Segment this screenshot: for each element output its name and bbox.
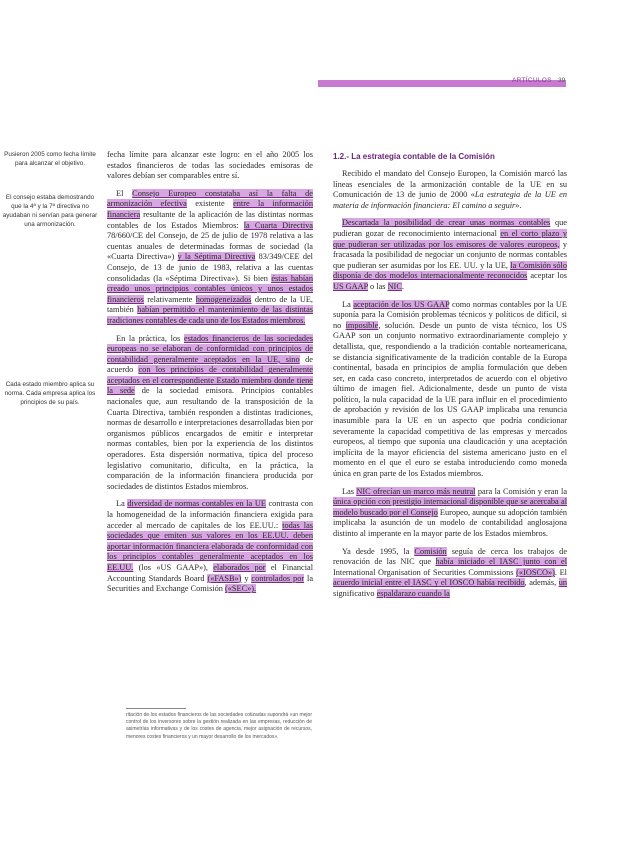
left-body-column [107,150,313,602]
highlighted-text: homogeneizados [195,294,252,304]
highlighted-text: con los principios de contabilidad generalmente aceptados en el correspondiente Estado miembro donde tiene la sede [107,365,313,396]
section-heading: 1.2.- La estrategia contable de la Comisión [333,152,495,161]
text-run: aceptar los [527,271,567,281]
highlighted-text: estados financieros de las sociedades europeas no se elaboran de conformidad con principios de contabilidad generalmente aceptados en la UE, sino [107,333,313,364]
footnote-divider [126,708,186,709]
page-number: 39 [558,77,566,84]
text-run: . El [554,567,567,577]
text-run: International Organisation of Securities Commissions [333,567,517,577]
text-run: La estrategia de la UE en materia de información financiera: El camino a seguir [333,190,568,210]
text-run: contrasta con la homogeneidad de la información financiera exigida para acceder al mercado de capitales de los EE.UU.: [107,499,313,530]
margin-note-3: Cada estado miembro aplica su norma. Cada empresa aplica los principios de su país. [4,381,96,406]
text-run: resultante de la aplicación de las distintas normas contables de los Estados Miembros: [107,209,313,230]
text-run: fecha límite para alcanzar este logro: en el año 2005 los estados financieros de todas las sociedades emisoras de valores debían ser comparables entre sí. [107,150,313,181]
highlighted-text: la Comisión sólo disponía de dos modelos internacionalmente reconocidos [333,260,567,281]
highlighted-text: todas las sociedades que emiten sus valores en los EE.UU. deben aportar información financiera elaborada de conformidad con los principios contables generalmente aceptados en los EE.UU. [107,520,313,572]
text-run: de acuerdo [107,354,313,375]
text-run: ». [515,200,522,210]
highlighted-text: imposible [345,320,379,330]
paragraph [107,334,313,493]
highlighted-text: espaldarazo cuando la [376,588,450,598]
highlighted-text: («SEC»). [224,584,257,594]
text-run: y fracasada la posibilidad de negociar un conjunto de normas contables que pudieran ser asumidas por los EE. UU. y la UE, [333,239,567,270]
margin-note-1: Pusieron 2005 como fecha límite para alcanzar el objetivo. [4,151,96,167]
paragraph [107,499,313,594]
highlighted-text: entre la información financiera [107,199,313,219]
text-run: como normas contables por la UE suponía para la Comisión problemas técnicos y políticos de difícil, si no [333,299,567,330]
section-header-label: ARTÍCULOS [512,77,552,84]
text-run: dentro de la UE, también [107,294,313,315]
text-run: y [241,573,252,583]
highlighted-text: NIC [387,281,402,291]
text-run: la Securities and Exchange Comisión [107,573,314,594]
highlighted-text: éstas habían creado unos principios contables únicos y unos estados financieros [107,273,313,304]
highlighted-text: habían permitido el mantenimiento de las distintas tradiciones contables de cada uno de los Estados miembros. [107,305,313,325]
text-run: que pudieran gozar de reconocimiento internacional [333,218,567,238]
paragraph [107,189,313,327]
highlighted-text: («IOSCO») [516,567,555,577]
paragraph [333,487,567,540]
text-run: significativo [333,588,377,598]
highlighted-text: única opción con prestigio internacional disponible que se acercaba al modelo buscado por el Consejo [333,497,567,517]
highlighted-text: Descartada la posibilidad de crear unas normas contables [342,218,551,228]
text-run: Ya desde 1995, la [342,546,415,556]
text-run: relativamente [143,294,196,304]
highlighted-text: la Cuarta Directiva [243,220,313,230]
text-run: seguía de cerca los trabajos de renovación de las NIC que [333,546,567,567]
text-run: , además, [524,578,559,588]
text-run: el Financial Accounting Standards Board [107,562,313,583]
highlighted-text: y la Séptima Directiva [177,252,256,262]
text-run: 78/660/CE del Consejo, de 25 de julio de 1978 relativa a las cuentas anuales de determinadas formas de sociedad (la «Cuarta Directiva») [107,231,313,262]
text-run: existente [186,199,234,209]
text-run: Europeo, aunque su adopción también implicaba la asunción de un modelo de contabilidad anglosajona distinto al imperante en la mayor parte de los Estados miembros. [333,507,567,538]
text-run: En la práctica, los [116,333,184,343]
paragraph [333,300,567,480]
text-run: 83/349/CEE del Consejo, de 13 de junio de 1983, relativa a las cuentas consolidadas (la «Séptima Directiva»). Si bien [107,252,313,283]
highlighted-text: Consejo Europeo constataba así la falta de armonización efectiva [107,188,313,209]
highlighted-text: US GAAP [333,281,368,291]
highlighted-text: un [558,578,567,588]
highlighted-text: diversidad de normas contables en la UE [127,499,266,509]
right-body-column [333,169,567,607]
text-run: (los «US GAAP»), [133,562,214,572]
text-run: para la Comisión y eran la [475,486,567,496]
highlighted-text: había iniciado el IASC junto con el [435,557,567,567]
text-run: . [401,281,404,291]
text-run: La [342,299,354,309]
text-run: o las [367,281,388,291]
text-run: Las [342,486,357,496]
highlighted-text: («FASB») [207,573,242,583]
paragraph [107,150,313,182]
text-run: Recibido el mandato del Consejo Europeo, la Comisión marcó las líneas esenciales de la armonización contable de la UE en su Comunicación de 13 de junio de 2000 « [333,169,567,200]
paragraph [333,547,567,600]
highlighted-text: aceptación de los US GAAP [353,299,450,309]
text-run: de la sociedad emisora. Principios contables nacionales que, aun resultando de la transposición de la Cuarta Directiva, también responden a distintas tradiciones, normas de desarrollo e interpretaciones desarrolladas bien por organismos públicos encargados de emitir e interpretar normas contables, bien por la experiencia de los distintos operadores. Esta dispersión normativa, típica del proceso legislativo comunitario, dificulta, en la práctica, la comparación de la información financiera producida por sociedades de distintos Estados miembros. [107,386,313,491]
highlighted-text: controlados por [251,573,305,583]
margin-note-2: El consejo estaba demostrando que la 4ª y la 7ª directiva no ayudaban ni servían para generar una armonización. [2,194,98,228]
text-run: , solución. Desde un punto de vista técnico, los US GAAP son un conjunto normativo extraordinariamente complejo y detallista, que, respondiendo a la tradición contable norteamericana, se distancia significativamente de la tradición contable de la Europa continental, basada en principios de amplia formulación que deben ser, en cada caso concreto, interpretados de acuerdo con el objetivo último de imagen fiel. Adicionalmente, desde un punto de vista político, la nula capacidad de la UE para influir en el procedimiento de aprobación y revisión de los US GAAP implicaba una renuncia inasumible para la UE en un aspecto que podría condicionar severamente la capacidad competitiva de las empresas y mercados europeos, al tiempo que suponía una claudicación y una aceptación implícita de la mayor eficiencia del sistema americano justo en el momento en el que el euro se estaba introduciendo como moneda única en gran parte de los Estados miembros. [333,320,567,479]
text-run: El [116,188,133,198]
footnote-text: ritación de los estados financieros de las sociedades cotizadas supondrá «un mejor control de los inversores sobre la gestión realizada en las empresas, reducción de asimetrías informativas y de los costes de agencia, mejor asignación de recursos, menores costes financieros y un mayor desarrollo de los mercados». [126,712,312,740]
highlighted-text: Comisión [414,546,447,556]
highlighted-text: elaborados por [213,562,266,572]
highlighted-text: en el corto plazo y que pudieran ser utilizadas por los emisores de valores europeos, [333,228,567,249]
highlighted-text: acuerdo inicial entre el IASC y el IOSCO había recibido [333,578,525,588]
paragraph [333,169,567,211]
highlighted-text: NIC ofrecían un marco más neutral [356,486,476,496]
paragraph [333,218,567,292]
text-run: La [116,499,128,509]
